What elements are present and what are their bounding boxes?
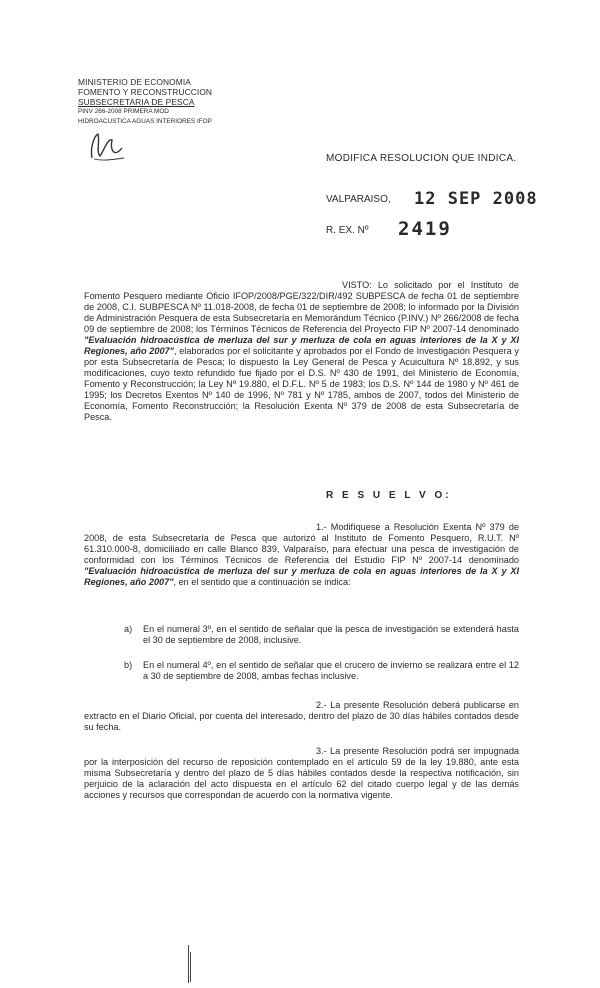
item-1-text-2: , en el sentido que a continuación se indica: bbox=[173, 577, 351, 587]
place-label: VALPARAISO, bbox=[326, 194, 391, 205]
ministry-header bbox=[78, 77, 212, 127]
sub-item-b-letter: b) bbox=[124, 660, 133, 670]
visto-paragraph bbox=[84, 280, 519, 423]
header-reference: PINV 266-2008 PRIMERA MOD bbox=[78, 108, 169, 115]
header-fomento: FOMENTO Y RECONSTRUCCION bbox=[78, 87, 213, 97]
resuelvo-heading: R E S U E L V O: bbox=[326, 490, 452, 501]
item-2-paragraph: 2.- La presente Resolución deberá publicarse en extracto en el Diario Oficial, por cuenta del interesado, dentro del plazo de 30 días hábiles contados desde su fecha. bbox=[84, 700, 519, 732]
document-title: MODIFICA RESOLUCION QUE INDICA. bbox=[326, 153, 517, 164]
visto-project-title: "Evaluación hidroacústica de merluza del sur y merluza de cola en aguas interiores de la X y XI Regiones, año 2007" bbox=[84, 335, 519, 356]
sub-item-b-text: En el numeral 4º, en el sentido de señalar que el crucero de invierno se realizará entre el 12 a 30 de septiembre de 2008, ambas fechas inclusive. bbox=[143, 660, 519, 681]
header-reference-topic: HIDROACUSTICA AGUAS INTERIORES IFOP bbox=[78, 118, 212, 125]
header-ministry: MINISTERIO DE ECONOMIA bbox=[78, 77, 191, 87]
handwritten-initials bbox=[88, 128, 128, 164]
scan-mark bbox=[188, 945, 189, 983]
item-1-text-1: 1.- Modifíquese a Resolución Exenta Nº 379 de 2008, de esta Subsecretaría de Pesca que autorizó al Instituto de Fomento Pesquero, R.U.T. Nº 61.310.000-8, domiciliado en calle Blanco 839, Valparaíso, para efectuar una pesca de investigación de conformidad con los Términos Técnicos de Referencia del Estudio FIP Nº 2007-14 denominado bbox=[84, 522, 519, 565]
resolution-number-label: R. EX. Nº bbox=[326, 225, 369, 236]
header-subsecretaria: SUBSECRETARIA DE PESCA bbox=[78, 97, 195, 107]
sub-item-a-letter: a) bbox=[124, 624, 133, 634]
resolution-number: 2419 bbox=[398, 218, 452, 240]
item-1-project-title: "Evaluación hidroacústica de merluza del sur y merluza de cola en aguas interiores de la X y XI Regiones, año 2007" bbox=[84, 566, 519, 587]
stamped-date: 12 SEP 2008 bbox=[414, 189, 538, 209]
scan-mark bbox=[190, 952, 191, 982]
sub-item-a-text: En el numeral 3º, en el sentido de señalar que la pesca de investigación se extenderá hasta el 30 de septiembre de 2008, inclusive. bbox=[143, 624, 519, 645]
visto-text-1: VISTO: Lo solicitado por el Instituto de Fomento Pesquero mediante Oficio IFOP/2008/PGE/322/DIR/492 SUBPESCA de fecha 01 de septiembre de 2008, C.I. SUBPESCA Nº 11.018-2008, de fecha 01 de septiembre de 2008; lo informado por la División de Administración Pesquera de esta Subsecretaría en Memorándum Técnico (P.INV.) Nº 266/2008 de fecha 09 de septiembre de 2008; los Términos Técnicos de Referencia del Proyecto FIP Nº 2007-14 denominado bbox=[84, 280, 519, 334]
item-3-paragraph: 3.- La presente Resolución podrá ser impugnada por la interposición del recurso de reposición contemplado en el artículo 59 de la ley 19.880, ante esta misma Subsecretaría y dentro del plazo de 5 días hábiles contados desde la respectiva notificación, sin perjuicio de la aclaración del acto dispuesta en el artículo 62 del citado cuerpo legal y de las demás acciones y recursos que correspondan de acuerdo con la normativa vigente. bbox=[84, 746, 519, 800]
visto-text-2: , elaborados por el solicitante y aprobados por el Fondo de Investigación Pesquera y por esta Subsecretaría de Pesca; lo dispuesto la Ley General de Pesca y Acuicultura Nº 18.892, y sus modificaciones, cuyo texto refundido fue fijado por el D.S. Nº 430 de 1991, del Ministerio de Economía, Fomento y Reconstrucción; la Ley Nº 19.880, el D.F.L. Nº 5 de 1983; los D.S. Nº 144 de 1980 y Nº 461 de 1995; los Decretos Exentos Nº 140 de 1996, Nº 781 y Nº 1785, ambos de 2007, todos del Ministerio de Economía, Fomento Reconstrucción; la Resolución Exenta Nº 379 de 2008 de esta Subsecretaría de Pesca. bbox=[84, 346, 519, 422]
item-1-paragraph bbox=[84, 522, 519, 588]
